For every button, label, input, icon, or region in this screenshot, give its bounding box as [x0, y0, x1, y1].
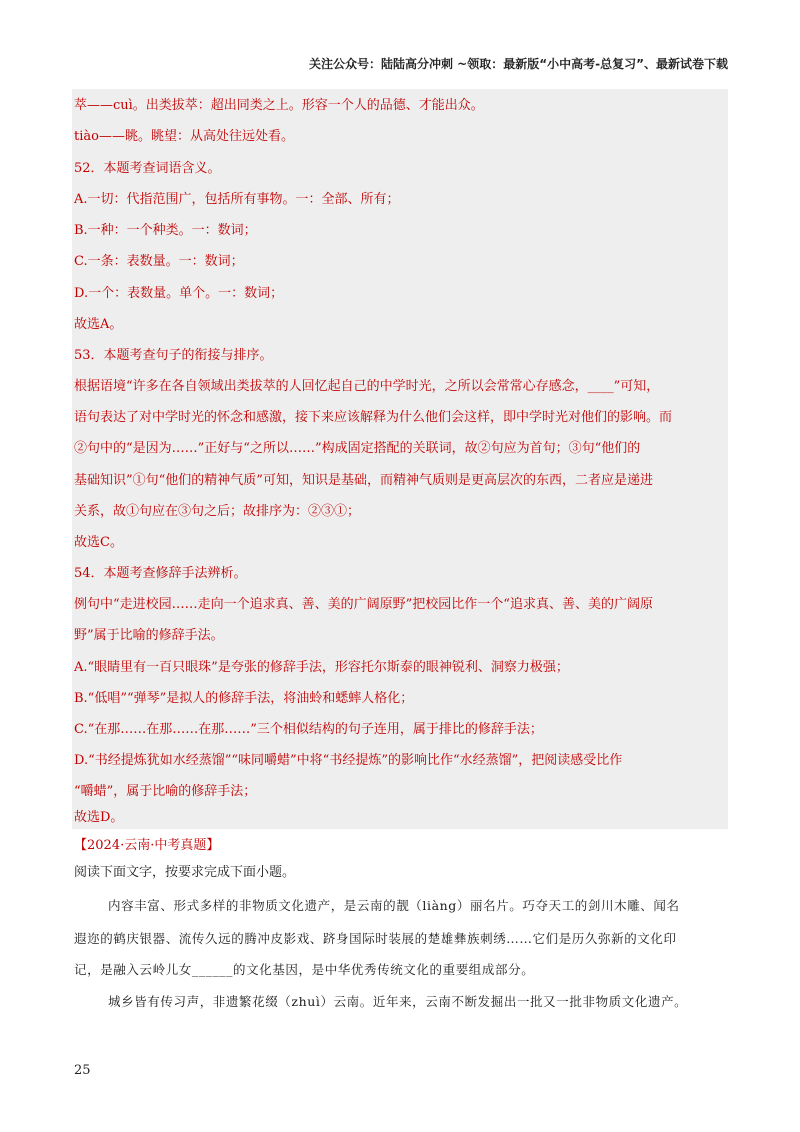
- answer-line: 关系，故①句应在③句之后；故排序为：②③①；: [74, 504, 361, 519]
- answer-line: A.“眼睛里有一百只眼珠”是夸张的修辞手法，形容托尔斯泰的眼神锐利、洞察力极强；: [74, 660, 569, 675]
- passage-line: 记，是融入云岭儿女______的文化基因，是中华优秀传统文化的重要组成部分。: [74, 962, 535, 977]
- page-number: 25: [74, 1063, 91, 1078]
- answer-line: C.“在那……在那……在那……”三个相似结构的句子连用，属于排比的修辞手法；: [74, 722, 543, 737]
- answer-line: ②句中的“是因为……”正好与“之所以……”构成固定搭配的关联词，故②句应为首句；③句“他们的: [74, 441, 641, 456]
- answer-line: 53．本题考查句子的衔接与排序。: [74, 348, 273, 363]
- passage-line: 内容丰富、形式多样的非物质文化遗产，是云南的靓（liàng）丽名片。巧夺天工的剑川木雕、闻名: [108, 898, 680, 913]
- answer-line: 54．本题考查修辞手法辨析。: [74, 566, 247, 581]
- passage-line: 城乡皆有传习声，非遗繁花缀（zhuì）云南。近年来，云南不断发掘出一批又一批非物质文化遗产。: [108, 994, 688, 1009]
- answer-line: 野”属于比喻的修辞手法。: [74, 628, 224, 643]
- passage-line: 遐迩的鹤庆银器、流传久远的腾冲皮影戏、跻身国际时装展的楚雄彝族刺绣……它们是历久弥新的文化印: [74, 931, 677, 946]
- answer-line: D.“书经提炼犹如水经蒸馏”“味同嚼蜡”中将“书经提炼”的影响比作“水经蒸馏”，把阅读感受比作: [74, 753, 623, 768]
- answer-line: 故选A。: [74, 317, 123, 332]
- answer-line: 52．本题考查词语含义。: [74, 161, 221, 176]
- answer-line: 故选D。: [74, 810, 124, 825]
- answer-line: 故选C。: [74, 535, 123, 550]
- answer-line: “嚼蜡”，属于比喻的修辞手法；: [74, 784, 257, 799]
- question-source: 【2024·云南·中考真题】: [74, 838, 220, 853]
- answer-line: 根据语境“许多在各自领域出类拔萃的人回忆起自己的中学时光，之所以会常常心存感念，____”可知，: [74, 379, 660, 394]
- answer-line: B.“低唱”“弹琴”是拟人的修辞手法，将油蛉和蟋蟀人格化；: [74, 691, 414, 706]
- answer-line: D.一个：表数量。单个。一：数词；: [74, 286, 284, 301]
- answer-line: B.一种：一个种类。一：数词；: [74, 223, 257, 238]
- answer-line: 语句表达了对中学时光的怀念和感激，接下来应该解释为什么他们会这样，即中学时光对他们的影响。而: [74, 410, 673, 425]
- page-header: 关注公众号：陆陆高分冲刺 ~领取：最新版“小中高考-总复习”、最新试卷下载: [309, 57, 728, 71]
- question-instruction: 阅读下面文字，按要求完成下面小题。: [74, 865, 296, 880]
- answer-line: C.一条：表数量。一：数词；: [74, 254, 244, 269]
- answer-line: tiào——眺。眺望：从高处往远处看。: [74, 129, 294, 144]
- answer-line: 例句中“走进校园……走向一个追求真、善、美的广阔原野”把校园比作一个“追求真、善、美的广阔原: [74, 597, 653, 612]
- answer-line: 萃——cuì。出类拔萃：超出同类之上。形容一个人的品德、才能出众。: [74, 98, 484, 113]
- answer-line: A.一切：代指范围广，包括所有事物。一：全部、所有；: [74, 192, 400, 207]
- answer-line: 基础知识”①句“他们的精神气质”可知，知识是基础，而精神气质则是更高层次的东西，二者应是递进: [74, 473, 653, 488]
